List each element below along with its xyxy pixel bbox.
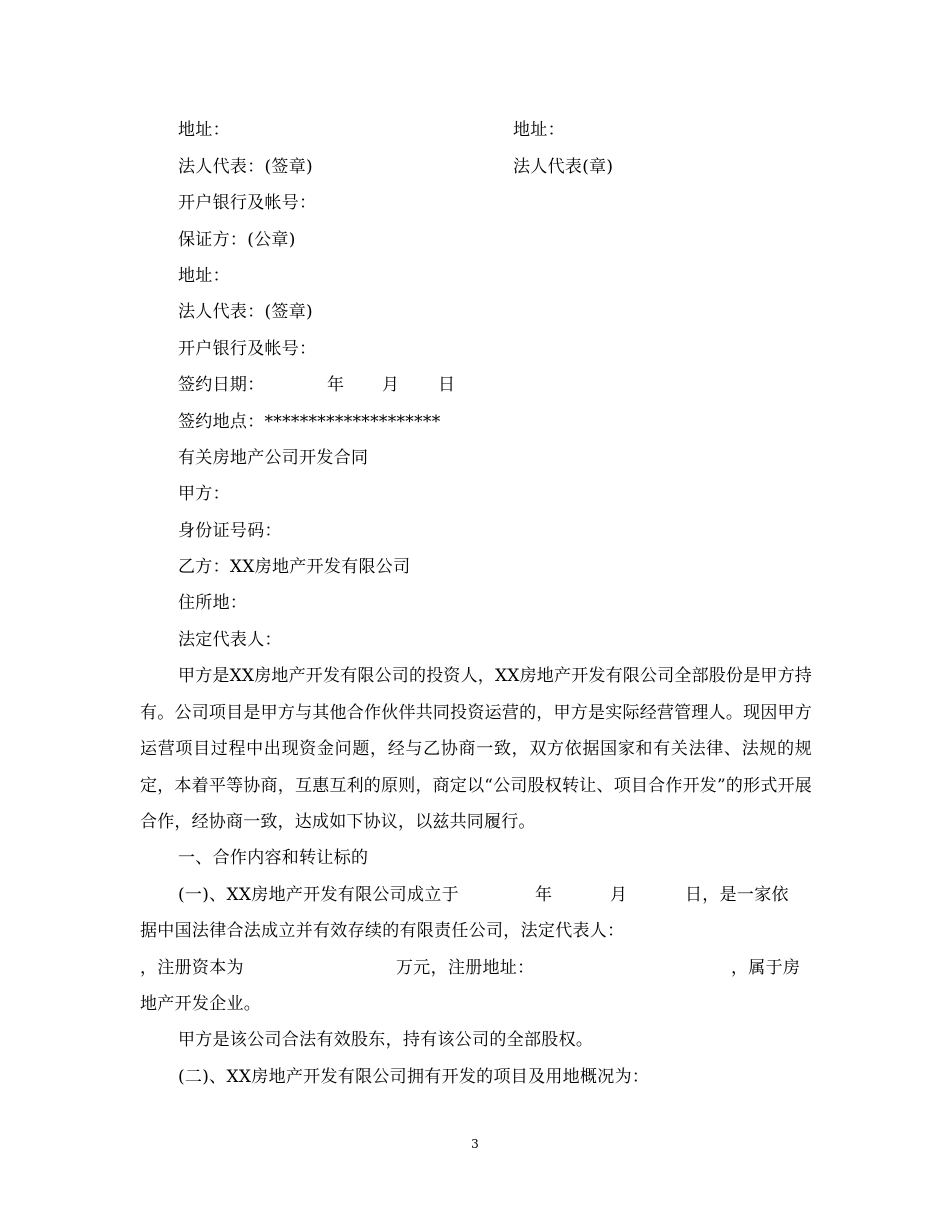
legal-representative-label: 法定代表人： (178, 630, 282, 650)
clause-1-line2: 据中国法律合法成立并有效存续的有限责任公司，法定代表人： (140, 921, 625, 941)
party-b-label: 乙方：XX房地产开发有限公司 (178, 557, 411, 577)
clause-1-day: 日，是一家依 (685, 885, 789, 905)
contract-title: 有关房地产公司开发合同 (178, 448, 369, 468)
sign-date-year: 年 (327, 375, 345, 395)
right-legal-rep-label: 法人代表(章) (513, 157, 614, 177)
left-legal-rep-label: 法人代表：(签章) (178, 157, 313, 177)
bank-account-label-1: 开户银行及帐号： (178, 193, 317, 213)
right-address-label: 地址： (513, 120, 565, 140)
clause-1-line3-b: 万元，注册地址： (396, 958, 535, 978)
clause-1-year: 年 (535, 885, 553, 905)
guarantor-address-label: 地址： (178, 266, 230, 286)
sign-date-day: 日 (438, 375, 456, 395)
clause-1-part1: (一)、XX房地产开发有限公司成立于 (178, 885, 459, 905)
clause-1-line4: 地产开发企业。 (140, 994, 262, 1014)
left-address-label: 地址： (178, 120, 230, 140)
sign-date-month: 月 (382, 375, 400, 395)
party-a-label: 甲方： (178, 484, 230, 504)
sign-place-label: 签约地点：******************** (178, 412, 441, 432)
guarantor-label: 保证方：(公章) (178, 230, 296, 250)
page-number: 3 (471, 1137, 479, 1151)
residence-label: 住所地： (178, 593, 248, 613)
section-1-title: 一、合作内容和转让标的 (178, 848, 369, 868)
clause-1-line3-c: ，属于房 (731, 958, 801, 978)
clause-1-shareholder: 甲方是该公司合法有效股东，持有该公司的全部股权。 (178, 1030, 594, 1050)
sign-date-label: 签约日期： (178, 375, 265, 395)
clause-1-month: 月 (610, 885, 628, 905)
clause-1-line3-a: ，注册资本为 (140, 958, 244, 978)
bank-account-label-2: 开户银行及帐号： (178, 339, 317, 359)
preamble-text: 甲方是XX房地产开发有限公司的投资人，XX房地产开发有限公司全部股份是甲方持有。公司项目是甲方与其他合作伙伴共同投资运营的，甲方是实际经营管理人。现因甲方运营项目过程中出现资金问题，经与乙协商一致，双方依据国家和有关法律、法规的规定，本着平等协商，互惠互利的原则，商定以“公司股权转让、项目合作开发”的形式开展合作，经协商一致，达成如下协议，以兹共同履行。 (140, 666, 813, 832)
guarantor-legal-rep-label: 法人代表：(签章) (178, 302, 313, 322)
clause-2: (二)、XX房地产开发有限公司拥有开发的项目及用地概况为： (178, 1067, 650, 1087)
id-number-label: 身份证号码： (178, 521, 282, 541)
preamble-paragraph (140, 658, 812, 841)
